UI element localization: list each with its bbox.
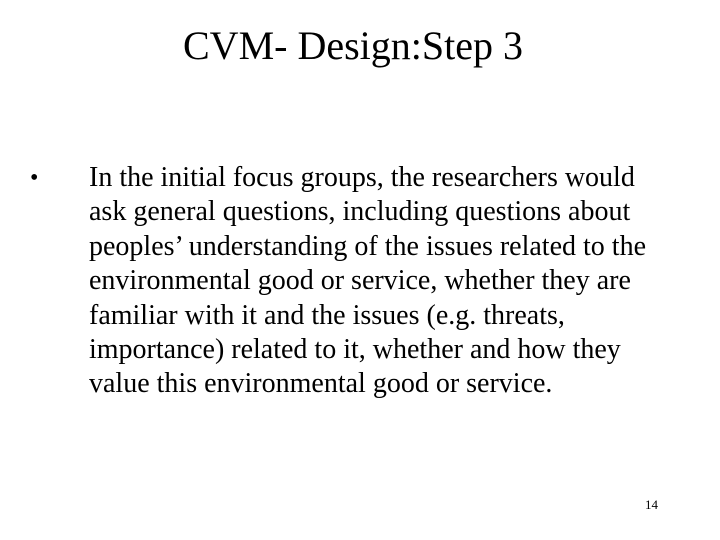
- bullet-item: [30, 161, 670, 402]
- page-number: 14: [645, 497, 658, 512]
- bullet-marker: •: [30, 165, 39, 191]
- bullet-text: In the initial focus groups, the researchers would ask general questions, including questions about peoples’ understanding of the issues related to the environmental good or service, whether they are familiar with it and the issues (e.g. threats, importance) related to it, whether and how they value this environmental good or service.: [89, 162, 646, 400]
- slide-title: CVM- Design:Step 3: [183, 23, 523, 68]
- bullet-list: [30, 161, 670, 402]
